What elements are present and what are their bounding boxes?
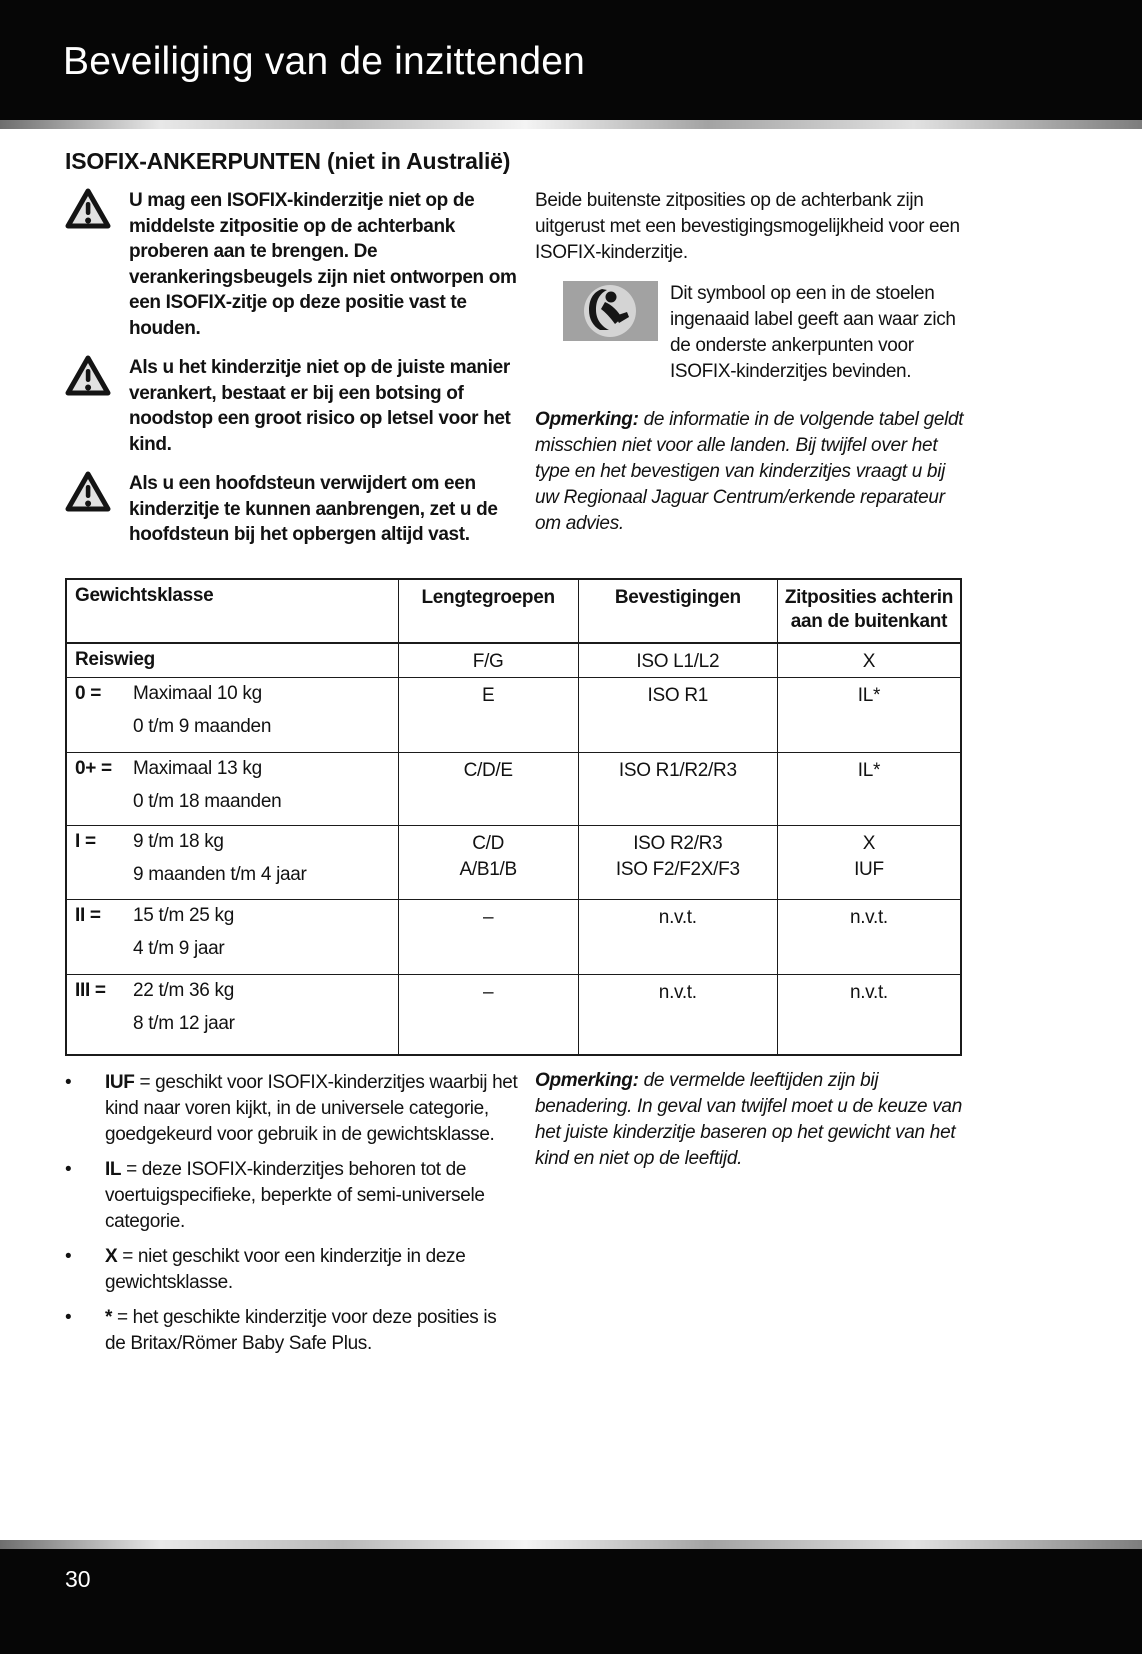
table-row [67, 677, 960, 752]
warning-item [65, 355, 517, 457]
legend-term: X [105, 1246, 118, 1267]
cell-zitposities: X [862, 651, 876, 672]
section-heading: ISOFIX-ANKERPUNTEN (niet in Australië) [65, 148, 511, 174]
row-detail: 0 t/m 18 maanden [133, 791, 282, 812]
cell-lengte: F/G [472, 651, 504, 672]
right-column [535, 188, 972, 537]
table-row [67, 642, 960, 677]
intro-paragraph: Beide buitenste zitposities op de achterbank zijn uitgerust met een bevestigingsmogelijkheid voor een ISOFIX-kinderzitje. [535, 190, 960, 263]
bullet-glyph: • [65, 1159, 72, 1180]
header-bar [0, 0, 1142, 120]
footer-divider [0, 1540, 1142, 1549]
warning-text: U mag een ISOFIX-kinderzitje niet op de middelste zitpositie op de achterbank proberen aan te brengen. De verankeringsbeugels zijn niet ontworpen om een ISOFIX-zitje op deze positie vast te houden. [129, 190, 517, 339]
cell-zitposities: X [862, 833, 876, 854]
cell-zitposities: n.v.t. [849, 982, 888, 1003]
isofix-table [65, 578, 962, 1056]
cell-bevestigingen: n.v.t. [658, 982, 697, 1003]
row-label: 0 = [75, 683, 102, 704]
col-header-zitposities: Zitposities achterin aan de buitenkant [777, 580, 960, 642]
cell-bevestigingen: ISO F2/F2X/F3 [615, 859, 740, 880]
header-divider [0, 120, 1142, 129]
row-label: 0+ = [75, 758, 112, 779]
row-detail: Maximaal 10 kg [133, 683, 262, 704]
legend-item [65, 1157, 525, 1235]
warning-item [65, 471, 517, 548]
legend-list [65, 1070, 525, 1366]
cell-lengte: – [483, 982, 494, 1003]
legend-term: IUF [105, 1072, 135, 1093]
bullet-glyph: • [65, 1307, 72, 1328]
row-detail: 0 t/m 9 maanden [133, 716, 272, 737]
isofix-label-icon [563, 281, 658, 385]
legend-text: = niet geschikt voor een kinderzitje in deze gewichtsklasse. [105, 1246, 466, 1293]
col-header-lengtegroepen: Lengtegroepen [398, 580, 578, 642]
row-detail: 9 maanden t/m 4 jaar [133, 864, 307, 885]
row-label: I = [75, 831, 96, 852]
cell-lengte: A/B1/B [459, 859, 517, 880]
cell-lengte: E [481, 685, 495, 706]
table-row [67, 899, 960, 974]
legend-text: = geschikt voor ISOFIX-kinderzitjes waarbij het kind naar voren kijkt, in de universele categorie, goedgekeurd voor gebruik in de gewichtsklasse. [105, 1072, 518, 1145]
warning-triangle-icon [65, 355, 111, 457]
note-text: de informatie in de volgende tabel geldt misschien niet voor alle landen. Bij twijfel over het type en het bevestigen van kinderzitjes vraagt u bij uw Regionaal Jaguar Centrum/erkende reparateur om advies. [535, 409, 964, 534]
cell-zitposities: IL* [857, 760, 881, 781]
isofix-symbol-row [535, 281, 972, 385]
note-text: de vermelde leeftijden zijn bij benadering. In geval van twijfel moet u de keuze van het juiste kinderzitje baseren op het gewicht van het kind en niet op de leeftijd. [535, 1070, 962, 1169]
row-label: III = [75, 980, 106, 1001]
legend-item [65, 1305, 525, 1357]
col-header-bevestigingen: Bevestigingen [578, 580, 777, 642]
cell-bevestigingen: ISO L1/L2 [636, 651, 720, 672]
page-title: Beveiliging van de inzittenden [63, 40, 586, 83]
row-label: II = [75, 905, 101, 926]
note-label: Opmerking: [535, 409, 639, 430]
cell-lengte: C/D/E [463, 760, 513, 781]
row-detail: 4 t/m 9 jaar [133, 938, 225, 959]
row-detail: 15 t/m 25 kg [133, 905, 234, 926]
legend-text: = deze ISOFIX-kinderzitjes behoren tot de voertuigspecifieke, beperkte of semi-universele categorie. [105, 1159, 485, 1232]
legend-item [65, 1070, 525, 1148]
cell-zitposities: IUF [854, 859, 884, 880]
warning-item [65, 188, 517, 341]
bullet-glyph: • [65, 1246, 72, 1267]
note-ages [535, 1068, 972, 1172]
warning-text: Als u het kinderzitje niet op de juiste manier verankert, bestaat er bij een botsing of noodstop een groot risico op letsel voor het kind. [129, 357, 511, 455]
row-detail: 22 t/m 36 kg [133, 980, 234, 1001]
cell-bevestigingen: ISO R1 [647, 685, 709, 706]
cell-zitposities: IL* [857, 685, 881, 706]
table-row [67, 974, 960, 1054]
cell-lengte: – [483, 907, 494, 928]
note-countries [535, 407, 972, 537]
row-detail: Maximaal 13 kg [133, 758, 262, 779]
col-header-gewichtsklasse: Gewichtsklasse [75, 585, 214, 606]
footer-bar [0, 1549, 1142, 1654]
bullet-glyph: • [65, 1072, 72, 1093]
row-detail: 9 t/m 18 kg [133, 831, 224, 852]
legend-item [65, 1244, 525, 1296]
note-label: Opmerking: [535, 1070, 639, 1091]
warning-list [65, 188, 517, 562]
cell-bevestigingen: ISO R1/R2/R3 [618, 760, 737, 781]
row-label: Reiswieg [75, 649, 155, 670]
page-number: 30 [65, 1566, 91, 1592]
legend-term: IL [105, 1159, 122, 1180]
legend-term: * [105, 1307, 113, 1328]
row-detail: 8 t/m 12 jaar [133, 1013, 235, 1034]
cell-lengte: C/D [472, 833, 505, 854]
legend-text: = het geschikte kinderzitje voor deze posities is de Britax/Römer Baby Safe Plus. [105, 1307, 497, 1354]
cell-bevestigingen: n.v.t. [658, 907, 697, 928]
warning-text: Als u een hoofdsteun verwijdert om een kinderzitje te kunnen aanbrengen, zet u de hoofdsteun bij het opbergen altijd vast. [129, 473, 498, 545]
cell-bevestigingen: ISO R2/R3 [633, 833, 723, 854]
symbol-caption: Dit symbool op een in de stoelen ingenaaid label geeft aan waar zich de onderste ankerpunten voor ISOFIX-kinderzitjes bevinden. [670, 283, 956, 382]
warning-triangle-icon [65, 188, 111, 341]
table-row [67, 825, 960, 899]
table-header-row [67, 580, 960, 642]
table-row [67, 752, 960, 825]
cell-zitposities: n.v.t. [849, 907, 888, 928]
warning-triangle-icon [65, 471, 111, 548]
